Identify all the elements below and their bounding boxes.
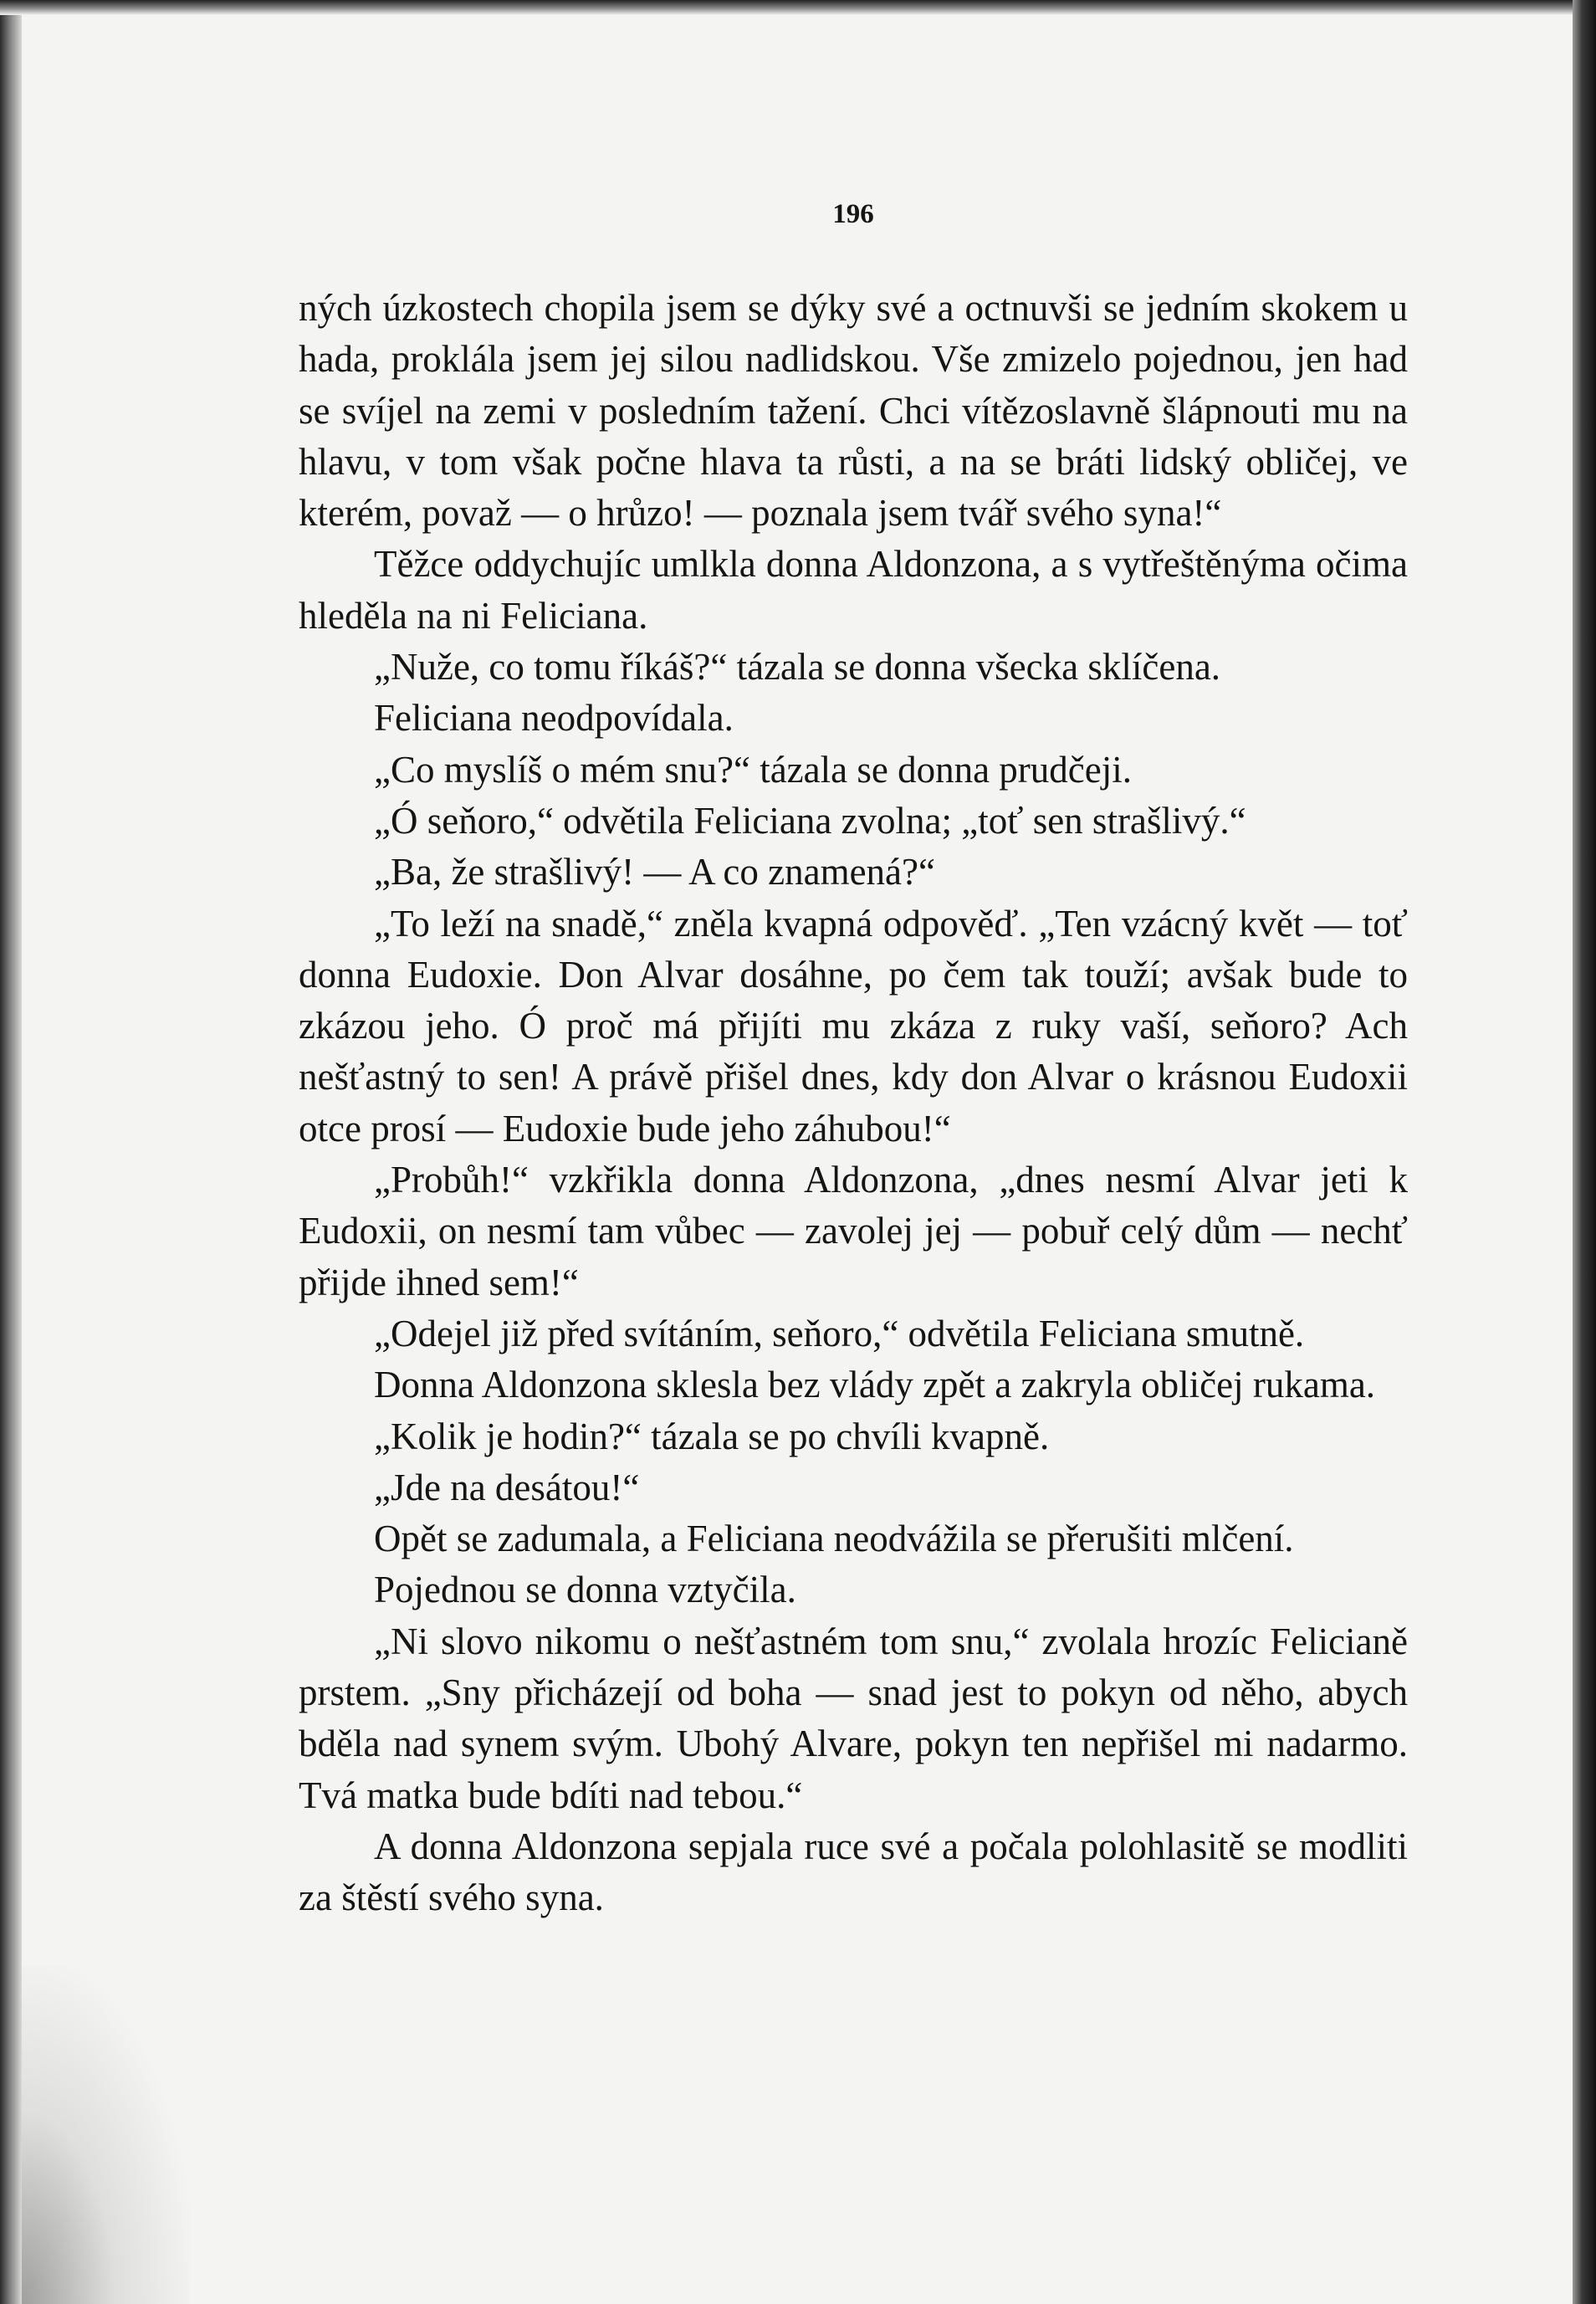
paragraph: „Jde na desátou!“ [374, 1466, 640, 1508]
page-number: 196 [832, 199, 874, 229]
body-text [299, 283, 1408, 1924]
paragraph: „Odejel již před svítáním, seňoro,“ odvětila Feliciana smutně. [374, 1312, 1305, 1354]
right-edge-shadow [1573, 0, 1596, 2304]
corner-smudge [22, 1966, 189, 2304]
paragraph: „Nuže, co tomu říkáš?“ tázala se donna všecka sklíčena. [374, 646, 1221, 689]
paragraph: Pojednou se donna vztyčila. [374, 1569, 796, 1611]
paragraph: A donna Aldonzona sepjala ruce své a počala polohlasitě se modliti za štěstí svého syna. [299, 1825, 1408, 1919]
top-edge-shadow [0, 0, 1573, 15]
paragraph: „To leží na snadě,“ zněla kvapná odpověď. „Ten vzácný květ — toť donna Eudoxie. Don Alvar dosáhne, po čem tak touží; avšak bude to zkázou jeho. Ó proč má přijíti mu zkáza z ruky vaší, seňoro? Ach nešťastný to sen! A právě přišel dnes, kdy don Alvar o krásnou Eudoxii otce prosí — Eudoxie bude jeho záhubou!“ [299, 902, 1408, 1149]
paragraph: ných úzkostech chopila jsem se dýky své a octnuvši se jedním skokem u hada, proklála jsem jej silou nadlidskou. Vše zmizelo pojednou, jen had se svíjel na zemi v posledním tažení. Chci vítězoslavně šlápnouti mu na hlavu, v tom však počne hlava ta růsti, a na se bráti lidský obličej, ve kterém, považ — o hrůzo! — poznala jsem tvář svého syna!“ [299, 287, 1408, 535]
paragraph: „Ba, že strašlivý! — A co znamená?“ [374, 851, 935, 893]
paragraph: „Co myslíš o mém snu?“ tázala se donna prudčeji. [374, 748, 1132, 791]
paragraph: Opět se zadumala, a Feliciana neodvážila se přerušiti mlčení. [374, 1518, 1294, 1560]
paragraph: „Ó seňoro,“ odvětila Feliciana zvolna; „toť sen strašlivý.“ [374, 799, 1246, 842]
paragraph: Feliciana neodpovídala. [374, 697, 734, 740]
paragraph: Donna Aldonzona sklesla bez vlády zpět a zakryla obličej rukama. [374, 1364, 1376, 1406]
paragraph: Těžce oddychujíc umlkla donna Aldonzona, a s vytřeštěnýma očima hleděla na ni Feliciana. [299, 543, 1408, 637]
binding-shadow [0, 0, 22, 2304]
paragraph: „Probůh!“ vzkřikla donna Aldonzona, „dnes nesmí Alvar jeti k Eudoxii, on nesmí tam vůbec — zavolej jej — pobuř celý dům — nechť přijde ihned sem!“ [299, 1159, 1408, 1303]
paragraph: „Kolik je hodin?“ tázala se po chvíli kvapně. [374, 1415, 1050, 1457]
paragraph: „Ni slovo nikomu o nešťastném tom snu,“ zvolala hrozíc Felicianě prstem. „Sny přicházejí od boha — snad jest to pokyn od něho, abych bděla nad synem svým. Ubohý Alvare, pokyn ten nepřišel mi nadarmo. Tvá matka bude bdíti nad tebou.“ [299, 1620, 1408, 1816]
